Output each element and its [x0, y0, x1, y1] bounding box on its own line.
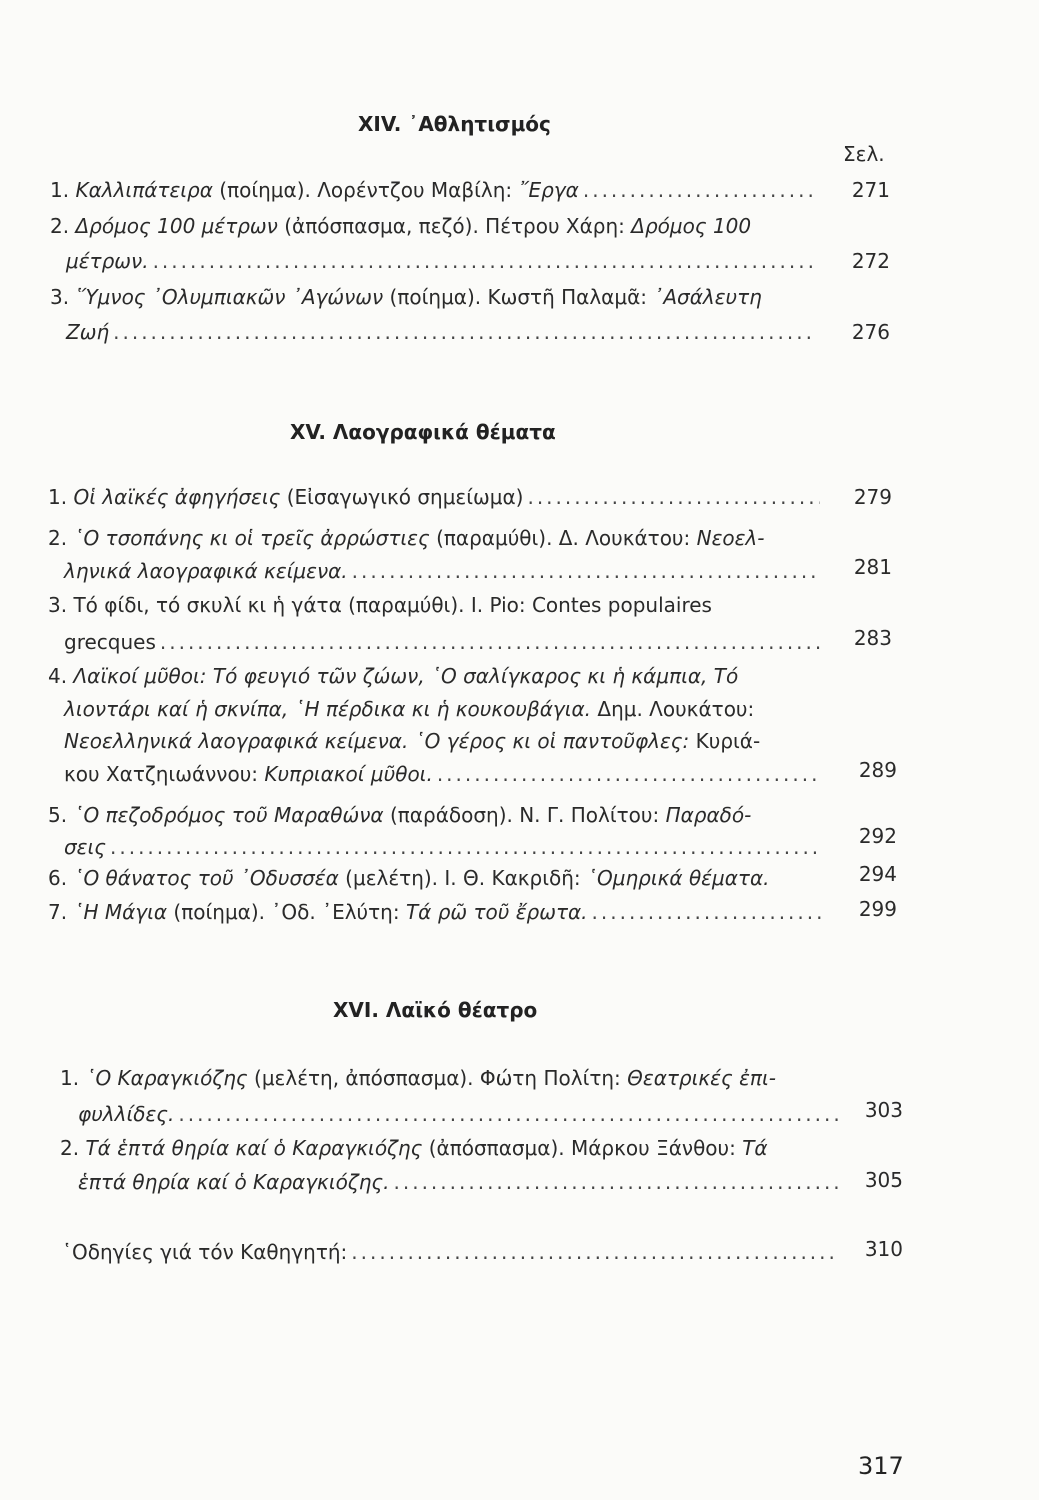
section-heading-xvi: XVI. Λαϊκό θέατρο: [333, 998, 538, 1022]
toc-page: 276: [851, 320, 890, 344]
toc-line: 2. Τά ἑπτά θηρία καί ὁ Καραγκιόζης (ἀπόσπασμα). Μάρκου Ξάνθου: Τά: [60, 1136, 768, 1160]
toc-page: 299: [858, 897, 897, 921]
toc-page: 305: [864, 1168, 903, 1192]
toc-line: 5. ῾Ο πεζοδρόμος τοῦ Μαραθώνα (παράδοση). Ν. Γ. Πολίτου: Παραδό-: [48, 803, 752, 827]
toc-page: 271: [851, 178, 890, 202]
toc-page: 310: [864, 1237, 903, 1261]
toc-line: 4. Λαϊκοί μῦθοι: Τό φευγιό τῶν ζώων, ῾Ο σαλίγκαρος κι ἡ κάμπια, Τό: [48, 664, 739, 688]
toc-page: 281: [853, 555, 892, 579]
toc-page: 292: [858, 824, 897, 848]
toc-line: ληνικά λαογραφικά κείμενα. .....: [64, 559, 820, 583]
toc-page: 283: [853, 626, 892, 650]
toc-line: 1. ῾Ο Καραγκιόζης (μελέτη, ἀπόσπασμα). Φώτη Πολίτη: Θεατρικές ἐπι-: [60, 1066, 776, 1090]
toc-line: 2. ῾Ο τσοπάνης κι οἱ τρεῖς ἀρρώστιες (παραμύθι). Δ. Λουκάτου: Νεοελ-: [48, 526, 765, 550]
leader-dots: [527, 485, 820, 509]
leader-dots: [583, 178, 815, 202]
section-heading-xv: XV. Λαογραφικά θέματα: [290, 420, 556, 444]
toc-line: 2. Δρόμος 100 μέτρων (ἀπόσπασμα, πεζό). Πέτρου Χάρη: Δρόμος 100: [50, 214, 752, 238]
toc-page: 289: [858, 758, 897, 782]
toc-line: Ζωή .....: [66, 320, 815, 344]
toc-line: ἑπτά θηρία καί ὁ Καραγκιόζης. .....: [78, 1170, 838, 1194]
leader-dots: [153, 249, 815, 273]
toc-page: 303: [864, 1098, 903, 1122]
toc-line: 6. ῾Ο θάνατος τοῦ ᾿Οδυσσέα (μελέτη). Ι. Θ. Κακριδῆ: ῾Ομηρικά θέματα.: [48, 866, 770, 890]
leader-dots: [352, 559, 820, 583]
leader-dots: [110, 835, 820, 859]
toc-line: Νεοελληνικά λαογραφικά κείμενα. ῾Ο γέρος κι οἱ παντοῦφλες: Κυριά-: [64, 729, 761, 753]
toc-line: 1. Καλλιπάτειρα (ποίημα). Λορέντζου Μαβίλη: ῎Εργα .....: [50, 178, 815, 202]
leader-dots: [437, 762, 820, 786]
leader-dots: [394, 1170, 839, 1194]
toc-line: λιοντάρι καί ἡ σκνίπα, ῾Η πέρδικα κι ἡ κουκουβάγια. Δημ. Λουκάτου:: [64, 697, 755, 721]
toc-line: φυλλίδες. .....: [78, 1102, 838, 1126]
toc-line: ῾Οδηγίες γιά τόν Καθηγητή: .....: [62, 1240, 838, 1264]
page-column-label: Σελ.: [843, 142, 885, 166]
leader-dots: [592, 900, 823, 924]
toc-page: 279: [853, 485, 892, 509]
section-heading-xiv: XIV. ᾿Αθλητισμός: [358, 112, 551, 136]
leader-dots: [351, 1240, 838, 1264]
toc-line: κου Χατζηιωάννου: Κυπριακοί μῦθοι. .....: [64, 762, 820, 786]
toc-line: 7. ῾Η Μάγια (ποίημα). ᾿Οδ. ᾿Ελύτη: Τά ρῶ τοῦ ἔρωτα. .....: [48, 900, 823, 924]
toc-page: 272: [851, 249, 890, 273]
page-number: 317: [858, 1452, 904, 1480]
toc-line: grecques .....: [64, 630, 820, 654]
toc-line: 3. ῞Υμνος ᾿Ολυμπιακῶν ᾿Αγώνων (ποίημα). Κωστῆ Παλαμᾶ: ᾿Ασάλευτη: [50, 285, 762, 309]
leader-dots: [178, 1102, 838, 1126]
toc-line: μέτρων. .....: [66, 249, 815, 273]
toc-line: 1. Οἱ λαϊκές ἀφηγήσεις (Εἰσαγωγικό σημείωμα) .....: [48, 485, 820, 509]
leader-dots: [113, 320, 815, 344]
toc-page: 294: [858, 862, 897, 886]
toc-line: 3. Τό φίδι, τό σκυλί κι ἡ γάτα (παραμύθι). Ι. Pio: Contes populaires: [48, 593, 712, 617]
toc-line: σεις .....: [64, 835, 820, 859]
leader-dots: [160, 630, 820, 654]
